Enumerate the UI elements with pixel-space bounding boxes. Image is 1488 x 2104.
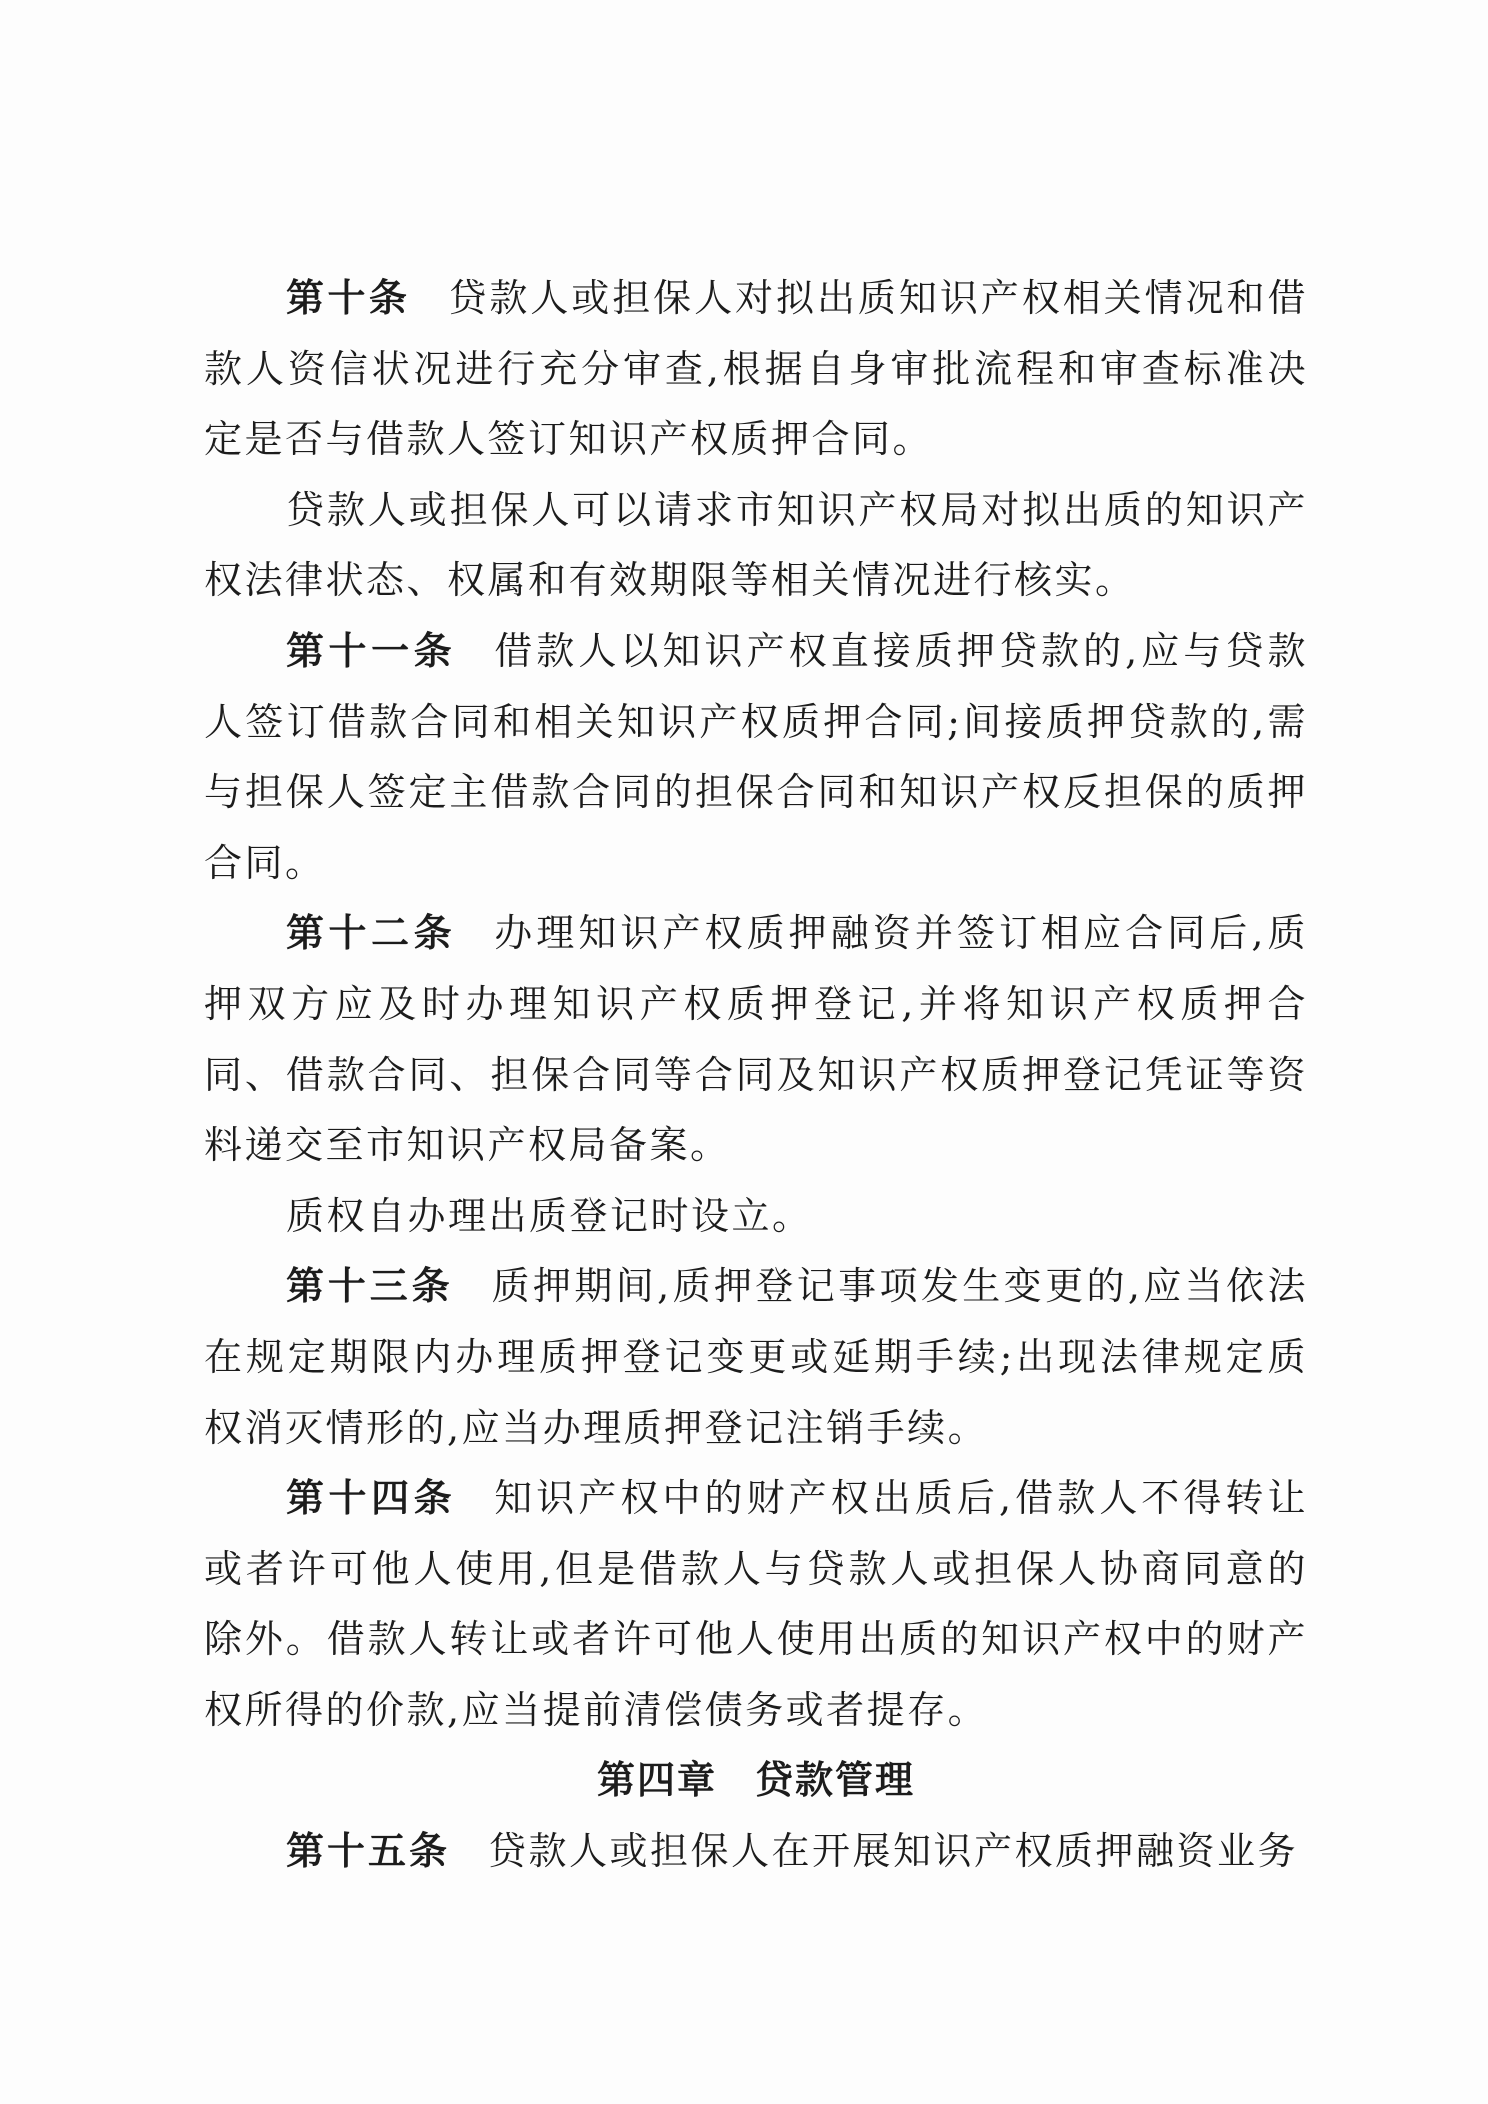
article-text: 知识产权中的财产权出质后,借款人不得转让或者许可他人使用,但是借款人与贷款人或担保人协商同意的除外。借款人转让或者许可他人使用出质的知识产权中的财产权所得的价款,应当提前清偿债务或者提存。 bbox=[204, 1476, 1308, 1732]
article-13 bbox=[204, 1251, 1308, 1463]
article-title: 第十一条 bbox=[286, 628, 457, 673]
article-10 bbox=[204, 263, 1308, 475]
article-text: 借款人以知识产权直接质押贷款的,应与贷款人签订借款合同和相关知识产权质押合同;间接质押贷款的,需与担保人签定主借款合同的担保合同和知识产权反担保的质押合同。 bbox=[204, 628, 1308, 885]
article-text: 办理知识产权质押融资并签订相应合同后,质押双方应及时办理知识产权质押登记,并将知识产权质押合同、借款合同、担保合同等合同及知识产权质押登记凭证等资料递交至市知识产权局备案。 bbox=[204, 911, 1308, 1168]
article-10-paragraph-2 bbox=[204, 475, 1308, 616]
article-text: 质押期间,质押登记事项发生变更的,应当依法在规定期限内办理质押登记变更或延期手续;出现法律规定质权消灭情形的,应当办理质押登记注销手续。 bbox=[204, 1264, 1308, 1450]
chapter-title: 贷款管理 bbox=[755, 1758, 916, 1803]
article-title: 第十条 bbox=[286, 276, 411, 320]
article-12-paragraph-2 bbox=[204, 1181, 1308, 1252]
article-text: 贷款人或担保人在开展知识产权质押融资业务 bbox=[488, 1829, 1299, 1874]
article-title: 第十五条 bbox=[286, 1829, 451, 1874]
article-12 bbox=[204, 898, 1308, 1180]
article-title: 第十四条 bbox=[286, 1476, 457, 1521]
chapter-number: 第四章 bbox=[596, 1758, 717, 1803]
paragraph-text: 质权自办理出质登记时设立。 bbox=[286, 1193, 813, 1238]
article-15 bbox=[204, 1816, 1308, 1887]
article-14 bbox=[204, 1463, 1308, 1745]
article-text: 贷款人或担保人对拟出质知识产权相关情况和借款人资信状况进行充分审查,根据自身审批流程和审查标准决定是否与借款人签订知识产权质押合同。 bbox=[204, 276, 1308, 462]
document-body bbox=[204, 263, 1308, 1887]
article-title: 第十三条 bbox=[286, 1264, 454, 1309]
chapter-heading bbox=[204, 1745, 1308, 1816]
paragraph-text: 贷款人或担保人可以请求市知识产权局对拟出质的知识产权法律状态、权属和有效期限等相关情况进行核实。 bbox=[204, 487, 1308, 603]
article-11 bbox=[204, 616, 1308, 898]
article-title: 第十二条 bbox=[286, 911, 457, 956]
